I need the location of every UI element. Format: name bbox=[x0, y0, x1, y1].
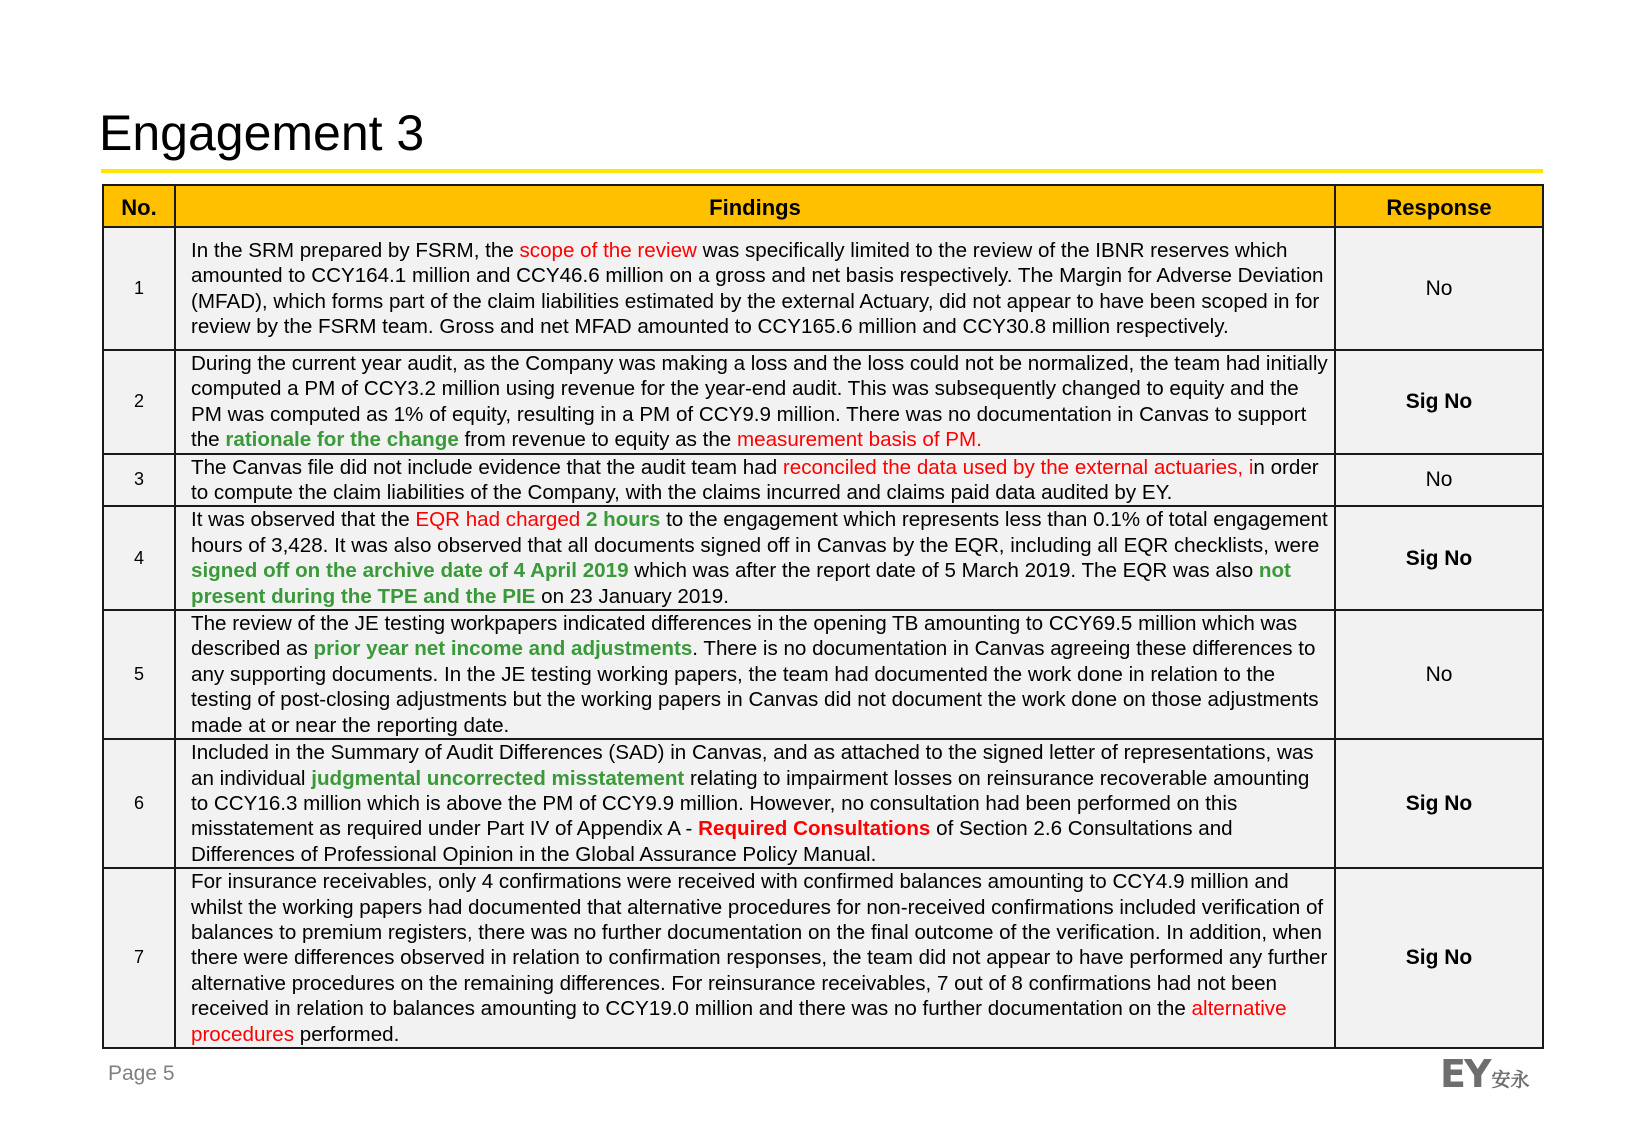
page-title: Engagement 3 bbox=[99, 105, 425, 161]
finding-text bbox=[175, 227, 1335, 350]
response-value: No bbox=[1335, 610, 1543, 739]
finding-text bbox=[175, 739, 1335, 868]
table-row bbox=[103, 454, 1543, 507]
finding-highlight: rationale for the change bbox=[225, 428, 459, 452]
table-header-row bbox=[103, 185, 1543, 227]
response-value: Sig No bbox=[1335, 506, 1543, 610]
finding-segment: of Section 2.6 Consultations and Differences of Professional Opinion in the Global Assurance Policy Manual. bbox=[191, 817, 1233, 866]
finding-segment: performed. bbox=[294, 1022, 400, 1046]
finding-highlight: measurement basis of PM. bbox=[736, 428, 982, 452]
row-number: 1 bbox=[103, 227, 175, 350]
findings-table bbox=[102, 184, 1544, 1049]
ey-logo bbox=[1440, 1052, 1530, 1096]
row-number: 6 bbox=[103, 739, 175, 868]
response-value: Sig No bbox=[1335, 350, 1543, 454]
table-row bbox=[103, 350, 1543, 454]
finding-highlight: prior year net income and adjustments bbox=[313, 637, 693, 661]
finding-highlight: reconciled the data used by the external actuaries, i bbox=[782, 455, 1254, 479]
page-number: Page 5 bbox=[108, 1062, 175, 1085]
header-response: Response bbox=[1335, 185, 1543, 227]
finding-text bbox=[175, 868, 1335, 1048]
finding-segment: from revenue to equity as the bbox=[458, 428, 737, 452]
finding-segment: . There is no documentation in Canvas agreeing these differences to any supporting documents. In the JE testing working papers, the team had documented the work done in relation to the testing of post-closing adjustments but the working papers in Canvas did not document the work done on those adjustments made at or near the reporting date. bbox=[191, 637, 1319, 737]
finding-highlight: Required Consultations bbox=[698, 817, 931, 841]
table-row bbox=[103, 868, 1543, 1048]
finding-highlight: 2 hours bbox=[585, 508, 661, 532]
finding-segment: which was after the report date of 5 March 2019. The EQR was also bbox=[628, 559, 1259, 583]
row-number: 4 bbox=[103, 506, 175, 610]
finding-segment: to the engagement which represents less than 0.1% of total engagement hours of 3,428. It was also observed that all documents signed off in Canvas by the EQR, including all EQR checklists, were bbox=[191, 508, 1328, 557]
finding-segment: n order to compute the claim liabilities of the Company, with the claims incurred and claims paid data audited by EY. bbox=[191, 455, 1319, 505]
row-number: 3 bbox=[103, 454, 175, 507]
row-number: 2 bbox=[103, 350, 175, 454]
finding-segment: relating to impairment losses on reinsurance recoverable amounting to CCY16.3 million which is above the PM of CCY9.9 million. However, no consultation had been performed on this misstatement as required under Part IV of Appendix A - bbox=[191, 766, 1310, 841]
finding-segment: was specifically limited to the review of the IBNR reserves which amounted to CCY164.1 million and CCY46.6 million on a gross and net basis respectively. The Margin for Adverse Deviation (MFAD), which forms part of the claim liabilities estimated by the external Actuary, did not appear to have been scoped in for review by the FSRM team. Gross and net MFAD amounted to CCY165.6 million and CCY30.8 million respectively. bbox=[191, 238, 1324, 338]
finding-highlight: not present during the TPE and the PIE bbox=[191, 559, 1291, 608]
finding-highlight: alternative procedures bbox=[191, 997, 1287, 1046]
response-value: No bbox=[1335, 227, 1543, 350]
row-number: 7 bbox=[103, 868, 175, 1048]
finding-segment: The Canvas file did not include evidence that the audit team had bbox=[191, 455, 783, 479]
finding-highlight: scope of the review bbox=[519, 238, 697, 262]
header-no: No. bbox=[103, 185, 175, 227]
finding-segment: The review of the JE testing workpapers indicated differences in the opening TB amounting to CCY69.5 million which was described as bbox=[191, 612, 1298, 661]
row-number: 5 bbox=[103, 610, 175, 739]
table-row bbox=[103, 610, 1543, 739]
finding-highlight: judgmental uncorrected misstatement bbox=[311, 766, 685, 790]
finding-segment: on 23 January 2019. bbox=[535, 584, 729, 608]
finding-segment: For insurance receivables, only 4 confirmations were received with confirmed balances amounting to CCY4.9 million and whilst the working papers had documented that alternative procedures for non-received confirmations included verification of balances to premium registers, there was no further documentation on the final outcome of the verification. In addition, when there were differences observed in relation to confirmation responses, the team did not appear to have performed any further alternative procedures on the remaining differences. For reinsurance receivables, 7 out of 8 confirmations had not been received in relation to balances amounting to CCY19.0 million and there was no further documentation on the bbox=[191, 870, 1328, 1021]
finding-highlight: EQR had charged bbox=[415, 508, 586, 532]
response-value: Sig No bbox=[1335, 868, 1543, 1048]
finding-text bbox=[175, 454, 1335, 507]
response-value: Sig No bbox=[1335, 739, 1543, 868]
finding-highlight: signed off on the archive date of 4 April 2019 bbox=[191, 559, 629, 583]
finding-segment: During the current year audit, as the Company was making a loss and the loss could not be normalized, the team had initially computed a PM of CCY3.2 million using revenue for the year-end audit. This was subsequently changed to equity and the PM was computed as 1% of equity, resulting in a PM of CCY9.9 million. There was no documentation in Canvas to support the bbox=[191, 352, 1328, 452]
finding-segment: Included in the Summary of Audit Differences (SAD) in Canvas, and as attached to the signed letter of representations, was an individual bbox=[191, 741, 1314, 790]
finding-text bbox=[175, 610, 1335, 739]
finding-text bbox=[175, 506, 1335, 610]
title-underline bbox=[101, 169, 1543, 173]
finding-text bbox=[175, 350, 1335, 454]
header-findings: Findings bbox=[175, 185, 1335, 227]
ey-logo-chinese: 安永 bbox=[1491, 1069, 1530, 1091]
finding-segment: It was observed that the bbox=[191, 508, 416, 532]
table-row bbox=[103, 506, 1543, 610]
finding-segment: In the SRM prepared by FSRM, the bbox=[191, 238, 520, 262]
response-value: No bbox=[1335, 454, 1543, 507]
table-row bbox=[103, 227, 1543, 350]
table-row bbox=[103, 739, 1543, 868]
ey-logo-mark: EY bbox=[1440, 1052, 1490, 1096]
